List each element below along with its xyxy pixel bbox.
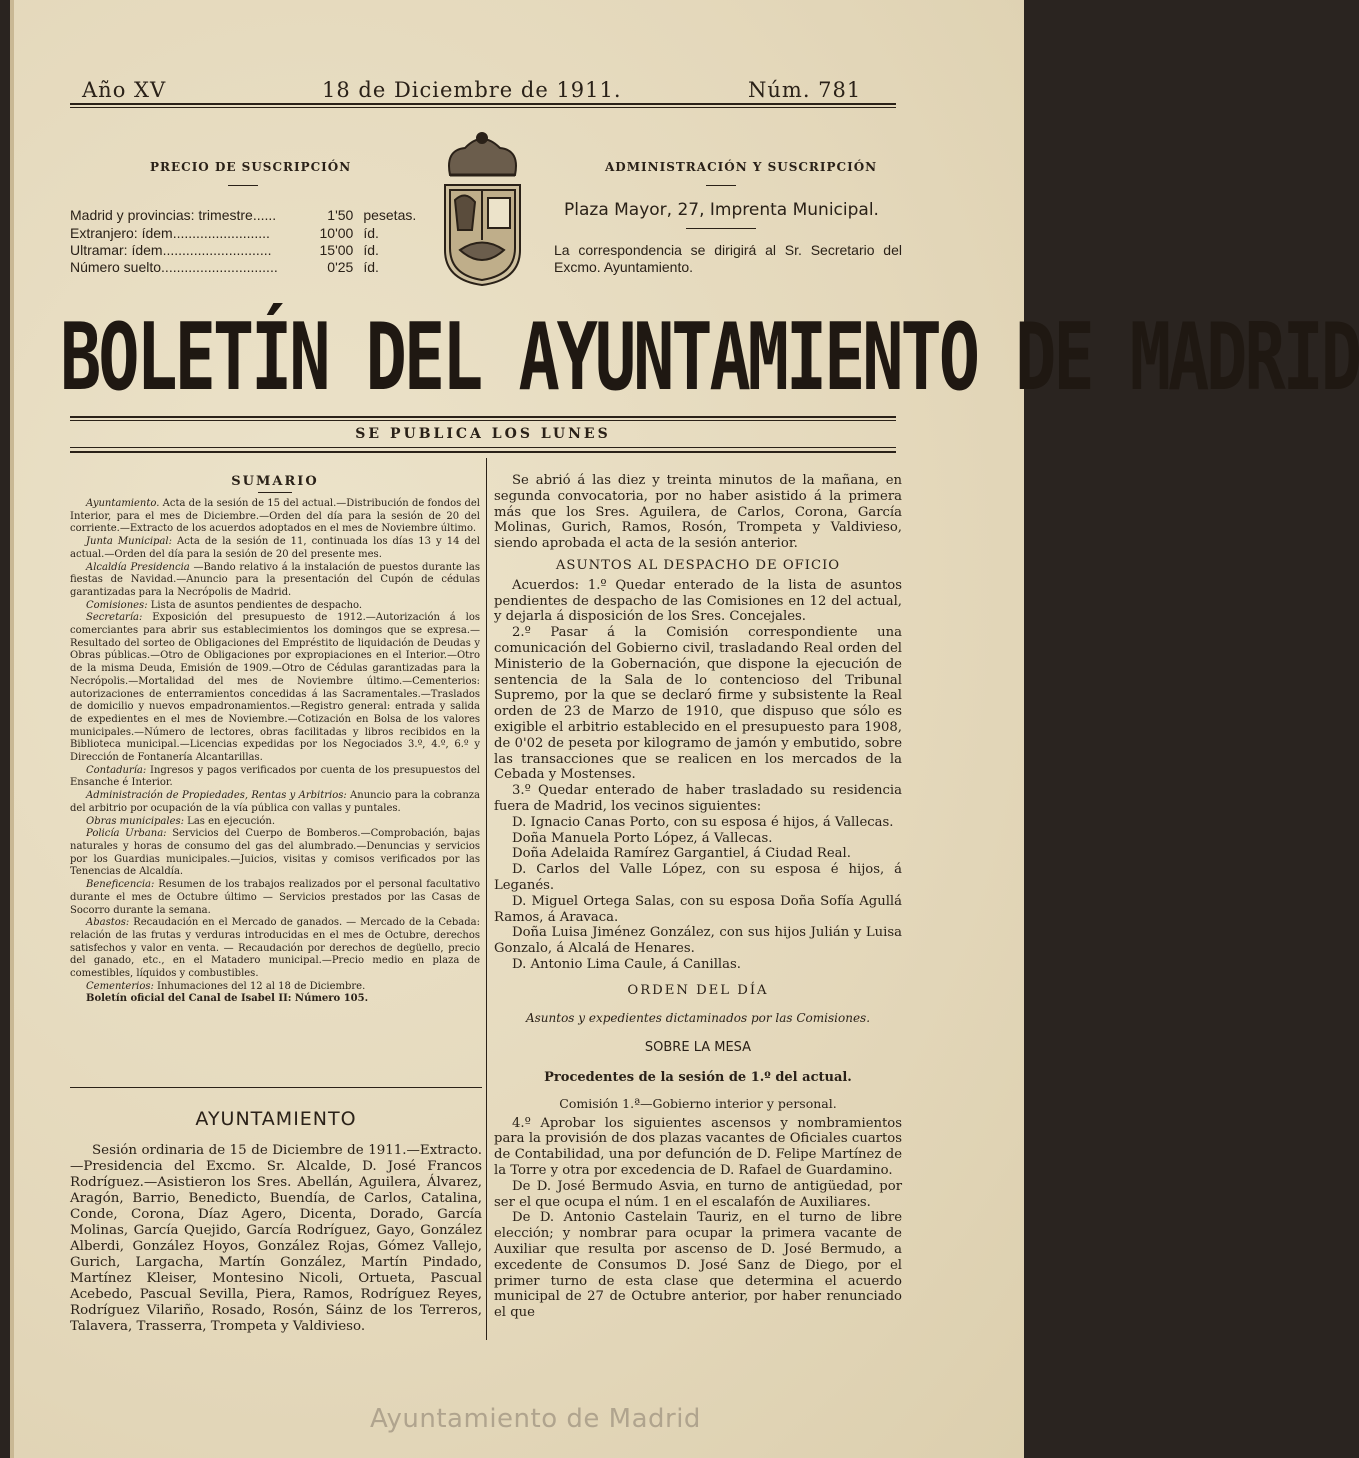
summary-paragraph: Junta Municipal: Acta de la sesión de 11, continuada los días 13 y 14 del actual.—Orden del día para la sesión de 20 del presente mes. [70, 536, 480, 560]
madrid-coat-of-arms-icon [430, 130, 535, 290]
newspaper-page [10, 0, 1359, 1458]
issue-number: Núm. 781 [748, 78, 862, 102]
summary-paragraph: Contaduría: Ingresos y pagos verificados por cuenta de los presupuestos del Ensanche é Interior. [70, 764, 480, 789]
summary-paragraph: Beneficencia: Resumen de los trabajos realizados por el personal facultativo durante el mes de Octubre último — Servicios prestados por las Casas de Socorro durante la semana. [70, 879, 480, 916]
summary-paragraph: Alcaldía Presidencia —Bando relativo á la instalación de puestos durante las fiestas de Navidad.—Anuncio para la presentación del Cupón de cédulas garantizadas para la Necrópolis de Madrid. [70, 561, 480, 598]
resident-item: Doña Adelaida Ramírez Gargantiel, á Ciudad Real. [512, 846, 851, 862]
price-row: Número suelto.............................. 0'25 íd. [70, 259, 379, 275]
price-row: Extranjero: ídem......................... 10'00 íd. [70, 225, 379, 241]
resident-item: D. Miguel Ortega Salas, con su esposa Doña Sofía Agullá Ramos, á Aravaca. [494, 893, 902, 925]
price-row: Ultramar: ídem............................ 15'00 íd. [70, 242, 379, 258]
acuerdo-1: Acuerdos: 1.º Quedar enterado de la lista de asuntos pendientes de despacho de las Comisiones en 12 del actual, y dejarla á disposición de los Sres. Concejales. [494, 577, 902, 625]
watermark: Ayuntamiento de Madrid [370, 1404, 701, 1434]
comision-title: Comisión 1.ª—Gobierno interior y personal. [559, 1095, 837, 1111]
procedentes-title: Procedentes de la sesión de 1.º del actual. [544, 1070, 852, 1086]
subscription-title: PRECIO DE SUSCRIPCIÓN [150, 160, 352, 174]
header-rule-bottom [70, 107, 896, 108]
divider [258, 492, 292, 493]
resident-item: D. Antonio Lima Caule, á Canillas. [512, 956, 741, 972]
resident-item: Doña Luisa Jiménez González, con sus hijos Julián y Luisa Gonzalo, á Alcalá de Henares. [494, 925, 902, 957]
divider [686, 228, 756, 229]
issue-date: 18 de Diciembre de 1911. [322, 78, 622, 102]
issue-year: Año XV [82, 78, 167, 102]
administration-address: Plaza Mayor, 27, Imprenta Municipal. [564, 200, 879, 220]
publication-rule [70, 447, 896, 448]
despacho-title: ASUNTOS AL DESPACHO DE OFICIO [555, 557, 841, 573]
summary-paragraph: Ayuntamiento. Acta de la sesión de 15 del actual.—Distribución de fondos del Interior, para el mes de Diciembre.—Orden del día para la sesión de 20 del corriente.—Extracto de los acuerdos adoptados en el mes de Noviembre último. [70, 498, 480, 535]
publication-note: SE PUBLICA LOS LUNES [355, 426, 611, 442]
summary-paragraph: Comisiones: Lista de asuntos pendientes de despacho. [86, 599, 363, 611]
resident-item: D. Ignacio Canas Porto, con su esposa é hijos, á Vallecas. [512, 814, 894, 830]
canal-note: Boletín oficial del Canal de Isabel II: Número 105. [86, 993, 369, 1005]
item-4b: De D. Antonio Castelain Tauriz, en el turno de libre elección; y nombrar para ocupar la primera vacante de Auxiliar que resulta por ascenso de D. José Bermudo, a excedente de Consumos D. José Sanz de Diego, por el primer turno de esta clase que determina el acuerdo municipal de 27 de Octubre anterior, por haber renunciado el que [494, 1210, 902, 1321]
summary-paragraph: Secretaría: Exposición del presupuesto de 1912.—Autorización á los comerciantes para abrir sus establecimientos los domingos que se expresa.—Resultado del sorteo de Obligaciones del Empréstito de liquidación de Deudas y Obras públicas.—Otro de Obligaciones por expropiaciones en el Interior.—Otro de la misma Deuda, Emisión de 1909.—Otro de Cédulas garantizadas para la Necrópolis.—Mortalidad del mes de Noviembre último.—Cementerios: autorizaciones de enterramientos concedidas á las Sacramentales.—Traslados de domicilio y nuevos empadronamientos.—Registro general: entrada y salida de expedientes en el mes de Noviembre.—Cotización en Bolsa de los valores municipales.—Número de lectores, obras facilitadas y libros recibidos en la Biblioteca municipal.—Licencias expedidas por los Negociados 3.º, 4.º, 6.º y Dirección de Fontanería Alcantarillas. [70, 612, 480, 764]
acuerdo-2: 2.º Pasar á la Comisión correspondiente una comunicación del Gobierno civil, trasladando Real orden del Ministerio de la Gobernación, que dispone la ejecución de sentencia de la Sala de lo contencioso del Tribunal Supremo, por la que se declaró firme y subsistente la Real orden de 23 de Marzo de 1910, que dispuso que sólo es exigible el arbitrio establecido en el presupuesto para 1908, de 0'02 de peseta por kilogramo de jamón y embutido, sobre las transacciones que se realicen en los mercados de la Cebada y Mostenses. [494, 625, 902, 783]
header-rule-top [70, 103, 896, 105]
column-separator [486, 458, 487, 1340]
summary-paragraph: Abastos: Recaudación en el Mercado de ganados. — Mercado de la Cebada: relación de las frutas y verduras introducidas en el mes de Octubre, derechos satisfechos y valor en venta. — Recaudación por derechos de degüello, precio del ganado, etc., en el Matadero municipal.—Precio medio en plaza de comestibles, líquidos y combustibles. [70, 917, 480, 980]
session-paragraph: Sesión ordinaria de 15 de Diciembre de 1911.—Extracto.—Presidencia del Excmo. Sr. Alcalde, D. José Francos Rodríguez.—Asistieron los Sres. Abellán, Aguilera, Álvarez, Aragón, Barrio, Benedicto, Buendía, de Carlos, Catalina, Conde, Corona, Díaz Agero, Dicenta, Dorado, García Molinas, García Quejido, García Rodríguez, Gayo, González Alberdi, González Hoyos, González Rojas, Gómez Vallejo, Gurich, Largacha, Martín González, Martín Pindado, Martínez Kleiser, Montesino Nicoli, Ortueta, Pascual Acebedo, Pascual Sevilla, Piera, Ramos, Rodríguez Reyes, Rodríguez Vilariño, Rosado, Rosón, Sáinz de los Terreros, Talavera, Trasserra, Trompeta y Valdivieso. [70, 1143, 482, 1334]
right-column [494, 473, 902, 1321]
ayuntamiento-body [70, 1143, 482, 1335]
summary-body [70, 498, 480, 1006]
price-row: Madrid y provincias: trimestre...... 1'50 pesetas. [70, 207, 417, 223]
page-fold [10, 0, 14, 1458]
orden-subtitle: Asuntos y expedientes dictaminados por las Comisiones. [525, 1010, 871, 1025]
orden-title: ORDEN DEL DÍA [627, 982, 769, 998]
summary-paragraph: Policía Urbana: Servicios del Cuerpo de Bomberos.—Comprobación, bajas naturales y horas de consumo del gas del alumbrado.—Denuncias y servicios por los Guardias municipales.—Juicios, visitas y comisos verificados por las Tenencias de Alcaldía. [70, 828, 480, 878]
section-rule [70, 1087, 482, 1088]
divider [228, 185, 258, 186]
summary-paragraph: Cementerios: Inhumaciones del 12 al 18 de Diciembre. [86, 980, 366, 992]
masthead-rule-top [70, 416, 896, 418]
acuerdo-3: 3.º Quedar enterado de haber trasladado su residencia fuera de Madrid, los vecinos siguientes: [494, 783, 902, 814]
divider [706, 185, 736, 186]
summary-title: SUMARIO [231, 474, 319, 489]
mesa-title: SOBRE LA MESA [644, 1040, 752, 1056]
summary-paragraph: Administración de Propiedades, Rentas y Arbitrios: Anuncio para la cobranza del arbitrio por ocupación de la vía pública con vallas y puntales. [70, 790, 480, 814]
summary-paragraph: Obras municipales: Las en ejecución. [86, 815, 276, 827]
administration-title: ADMINISTRACIÓN Y SUSCRIPCIÓN [605, 160, 878, 174]
item-4: 4.º Aprobar los siguientes ascensos y nombramientos para la provisión de dos plazas vacantes de Oficiales cuartos de Contabilidad, una por defunción de D. Felipe Martínez de la Torre y otra por excedencia de D. Rafael de Guardamino. [494, 1115, 902, 1179]
masthead-title: BOLETÍN DEL AYUNTAMIENTO DE MADRID [60, 302, 1359, 411]
resident-item: Doña Manuela Porto López, á Vallecas. [512, 830, 773, 846]
masthead-rule [70, 420, 896, 421]
resident-item: D. Carlos del Valle López, con su esposa é hijos, á Leganés. [494, 862, 902, 893]
publication-rule-bottom [70, 451, 896, 453]
item-4a: De D. José Bermudo Asvia, en turno de antigüedad, por ser el que ocupa el núm. 1 en el escalafón de Auxiliares. [494, 1178, 902, 1210]
opening-paragraph: Se abrió á las diez y treinta minutos de la mañana, en segunda convocatoria, por no haber asistido á la primera más que los Sres. Aguilera, de Carlos, Corona, García Molinas, Gurich, Ramos, Rosón, Trompeta y Valdivieso, siendo aprobada el acta de la sesión anterior. [494, 473, 902, 552]
ayuntamiento-title: AYUNTAMIENTO [195, 1108, 357, 1130]
administration-note: La correspondencia se dirigirá al Sr. Secretario del Excmo. Ayuntamiento. [554, 242, 902, 275]
